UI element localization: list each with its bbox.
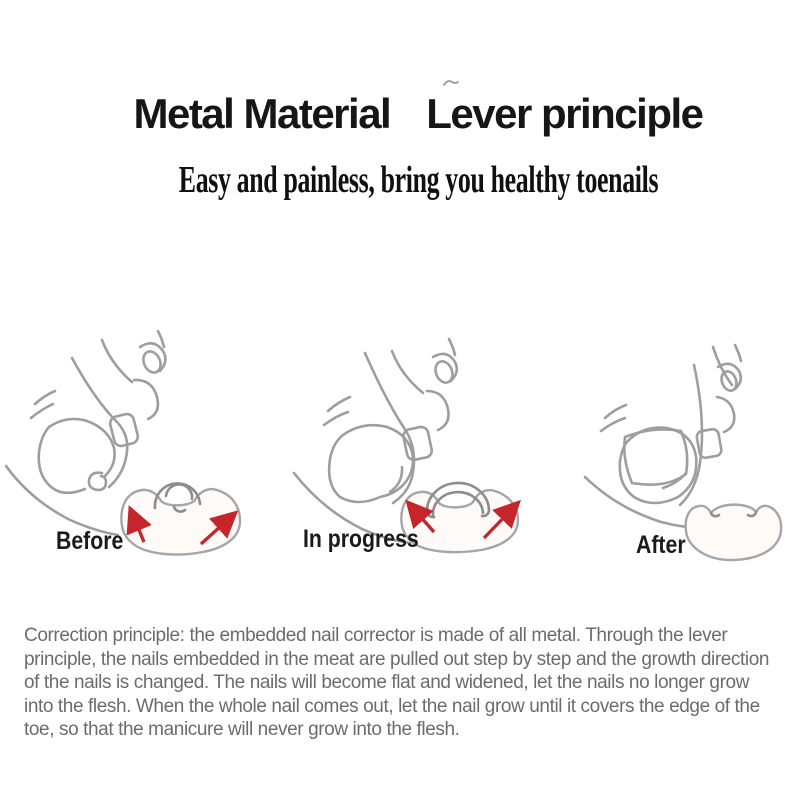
curled-nail-hook xyxy=(89,473,106,490)
stage-after xyxy=(565,325,800,570)
page-title xyxy=(18,90,800,138)
stage-in-progress xyxy=(280,325,540,565)
page-subtitle: Easy and painless, bring you healthy toenails xyxy=(178,159,658,201)
healthy-flat-nail xyxy=(624,429,687,484)
nail-cross-section-before xyxy=(121,483,240,554)
small-squiggle-mark xyxy=(443,78,459,88)
foot-illustration-before-icon xyxy=(5,330,265,570)
stage-label-in-progress: In progress xyxy=(303,525,419,553)
subtitle-row xyxy=(18,158,800,202)
title-metal-material: Metal Material xyxy=(133,90,391,137)
foot-sketch-after xyxy=(585,345,741,528)
stage-label-before: Before xyxy=(56,527,124,555)
title-lever-principle: Lever principle xyxy=(426,90,703,137)
nail-cross-section-after xyxy=(686,505,782,560)
nail-cross-section-in-progress xyxy=(401,483,518,552)
stage-before xyxy=(5,330,265,570)
stage-label-after: After xyxy=(636,531,686,559)
correction-principle-text: Correction principle: the embedded nail corrector is made of all metal. Through the lever principle, the nails embedded in the meat are pulled out step by step and the growth direction of the nails is changed. The nails will become flat and widened, let the nails no longer grow into the flesh. When the whole nail comes out, let the nail grow until it covers the edge of the toe, so that the manicure will never grow into the flesh. xyxy=(24,625,770,740)
